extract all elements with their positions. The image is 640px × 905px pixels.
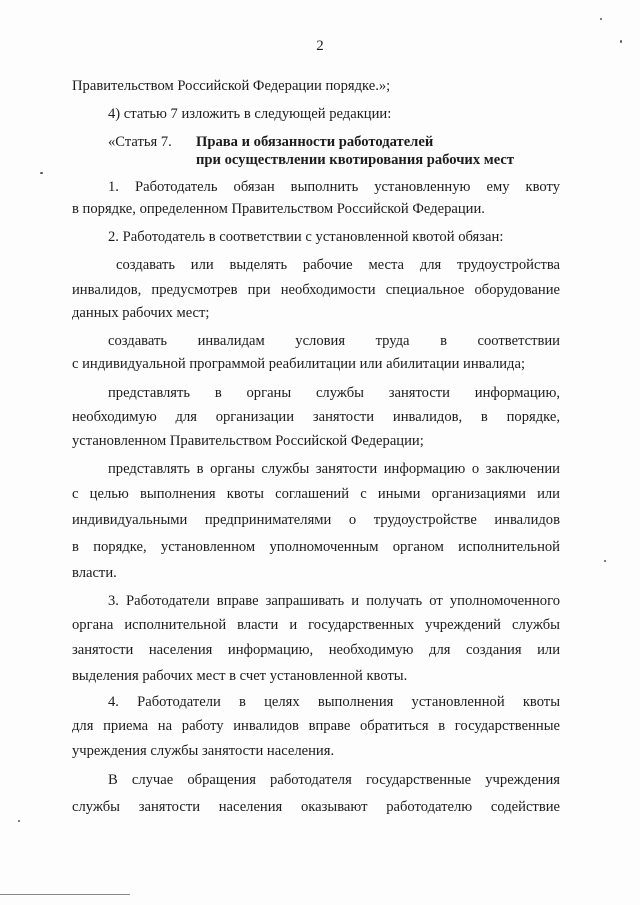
text-line: власти. <box>72 565 117 581</box>
article-title-line1: Права и обязанности работодателей <box>196 134 434 150</box>
text-line: 3. Работодатели вправе запрашивать и получать от уполномоченного <box>108 593 560 609</box>
text-line: установленном Правительством Российской Федерации; <box>72 433 424 449</box>
text-line: в порядке, установленном уполномоченным органом исполнительной <box>72 539 560 555</box>
text-line: 1. Работодатель обязан выполнить установленную ему квоту <box>108 179 560 195</box>
text-line: занятости населения информацию, необходимую для создания или <box>72 642 560 658</box>
scan-edge-line <box>0 894 130 895</box>
article-heading <box>108 132 433 152</box>
text-line: учреждения службы занятости населения. <box>72 743 335 759</box>
text-line: для приема на работу инвалидов вправе обратиться в государственные <box>72 718 560 734</box>
text-line: В случае обращения работодателя государственные учреждения <box>108 772 560 788</box>
text-line: инвалидов, предусмотрев при необходимости специальное оборудование <box>72 282 560 298</box>
scan-speck <box>604 560 606 562</box>
text-line: с целью выполнения квоты соглашений с иными организациями или <box>72 486 560 502</box>
text-line: 4) статью 7 изложить в следующей редакции: <box>108 106 392 122</box>
scan-speck <box>600 18 602 20</box>
page-number: 2 <box>316 38 324 54</box>
text-line: представлять в органы службы занятости информацию, <box>108 385 560 401</box>
scan-speck <box>40 172 43 174</box>
text-line: создавать или выделять рабочие места для трудоустройства <box>116 257 560 273</box>
text-line: органа исполнительной власти и государственных учреждений службы <box>72 617 560 633</box>
text-line: 2. Работодатель в соответствии с установленной квотой обязан: <box>108 229 504 245</box>
text-line: в порядке, определенном Правительством Российской Федерации. <box>72 201 485 217</box>
text-line: индивидуальными предпринимателями о трудоустройстве инвалидов <box>72 512 560 528</box>
scan-speck <box>18 820 20 822</box>
text-line: выделения рабочих мест в счет установленной квоты. <box>72 668 408 684</box>
text-line: 4. Работодатели в целях выполнения установленной квоты <box>108 694 560 710</box>
text-line: с индивидуальной программой реабилитации или абилитации инвалида; <box>72 356 526 372</box>
text-line: Правительством Российской Федерации порядке.»; <box>72 78 391 94</box>
text-line: необходимую для организации занятости инвалидов, в порядке, <box>72 409 560 425</box>
article-label: «Статья 7. <box>108 134 172 150</box>
text-line: представлять в органы службы занятости информацию о заключении <box>108 461 560 477</box>
text-line: данных рабочих мест; <box>72 305 210 321</box>
text-line: создавать инвалидам условия труда в соответствии <box>108 333 560 349</box>
text-line: службы занятости населения оказывают работодателю содействие <box>72 799 560 815</box>
scan-speck <box>620 40 622 43</box>
article-title-line2: при осуществлении квотирования рабочих мест <box>196 152 515 168</box>
